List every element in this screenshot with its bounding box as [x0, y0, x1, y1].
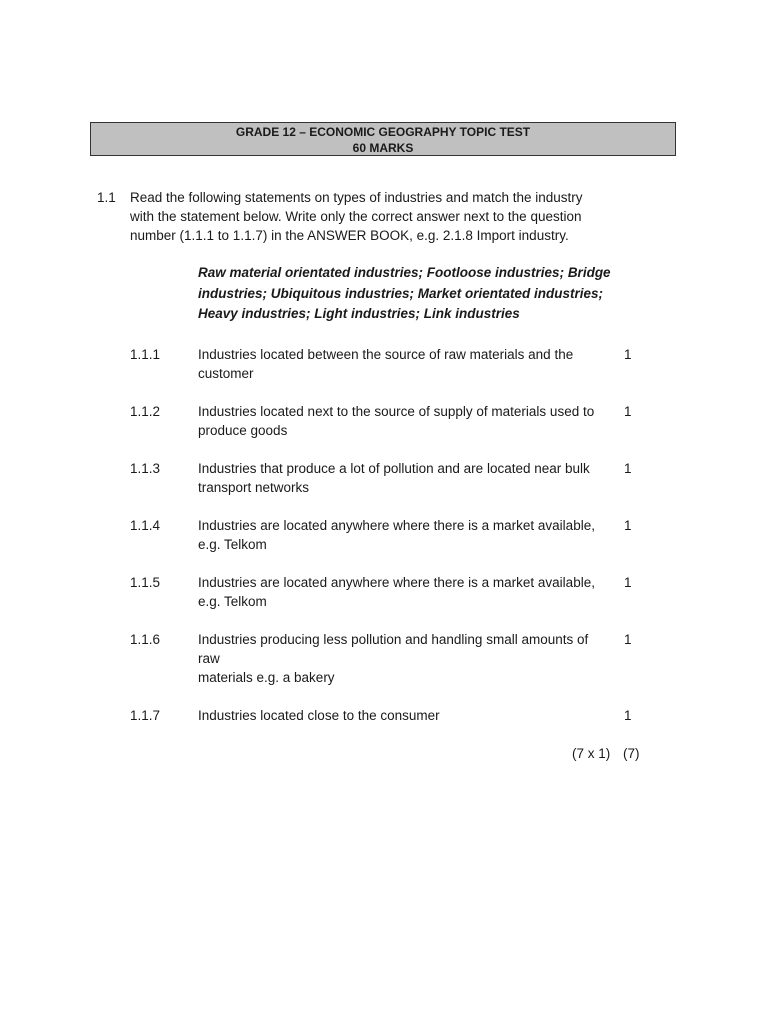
item-mark: 1 — [624, 347, 632, 362]
options-line: Heavy industries; Light industries; Link industries — [198, 306, 520, 321]
statement-line: customer — [198, 366, 254, 381]
statement-line: Industries located close to the consumer — [198, 708, 440, 723]
question-number: 1.1 — [97, 190, 116, 205]
item-statement — [198, 402, 610, 440]
item-mark: 1 — [624, 461, 632, 476]
options-line: Raw material orientated industries; Footloose industries; Bridge — [198, 265, 611, 280]
total-marks: (7) — [623, 746, 640, 761]
item-number: 1.1.2 — [130, 404, 161, 419]
instruction-line: number (1.1.1 to 1.1.7) in the ANSWER BOOK, e.g. 2.1.8 Import industry. — [130, 228, 569, 243]
industry-options-list — [198, 263, 618, 325]
item-statement — [198, 630, 610, 687]
statement-line: Industries located between the source of raw materials and the — [198, 347, 574, 362]
statement-line: raw — [198, 651, 220, 666]
item-statement — [198, 459, 610, 497]
item-mark: 1 — [624, 575, 632, 590]
statement-line: e.g. Telkom — [198, 594, 267, 609]
statement-line: Industries producing less pollution and handling small amounts of — [198, 632, 589, 647]
statement-line: materials e.g. a bakery — [198, 670, 335, 685]
question-instructions — [130, 188, 620, 245]
test-title-box — [90, 122, 676, 156]
item-number: 1.1.7 — [130, 708, 161, 723]
item-number: 1.1.1 — [130, 347, 161, 362]
test-title: GRADE 12 – ECONOMIC GEOGRAPHY TOPIC TEST — [235, 125, 531, 139]
instruction-line: with the statement below. Write only the correct answer next to the question — [130, 209, 582, 224]
item-mark: 1 — [624, 632, 632, 647]
item-number: 1.1.6 — [130, 632, 161, 647]
item-mark: 1 — [624, 404, 632, 419]
item-statement — [198, 573, 610, 611]
options-line: industries; Ubiquitous industries; Market orientated industries; — [198, 285, 604, 301]
statement-line: Industries located next to the source of supply of materials used to — [198, 404, 595, 419]
statement-line: Industries that produce a lot of pollution and are located near bulk — [198, 461, 590, 476]
item-statement — [198, 516, 610, 554]
item-number: 1.1.5 — [130, 575, 161, 590]
instruction-line: Read the following statements on types of industries and match the industry — [130, 190, 583, 205]
statement-line: produce goods — [198, 423, 288, 438]
statement-line: Industries are located anywhere where there is a market available, — [198, 575, 595, 590]
item-mark: 1 — [624, 518, 632, 533]
item-number: 1.1.3 — [130, 461, 161, 476]
item-statement — [198, 345, 610, 383]
statement-line: transport networks — [198, 480, 310, 495]
item-mark: 1 — [624, 708, 632, 723]
statement-line: Industries are located anywhere where there is a market available, — [198, 518, 595, 533]
item-statement — [198, 706, 610, 725]
total-calculation: (7 x 1) — [572, 746, 611, 761]
total-marks-heading: 60 MARKS — [352, 141, 414, 155]
item-number: 1.1.4 — [130, 518, 161, 533]
statement-line: e.g. Telkom — [198, 537, 267, 552]
